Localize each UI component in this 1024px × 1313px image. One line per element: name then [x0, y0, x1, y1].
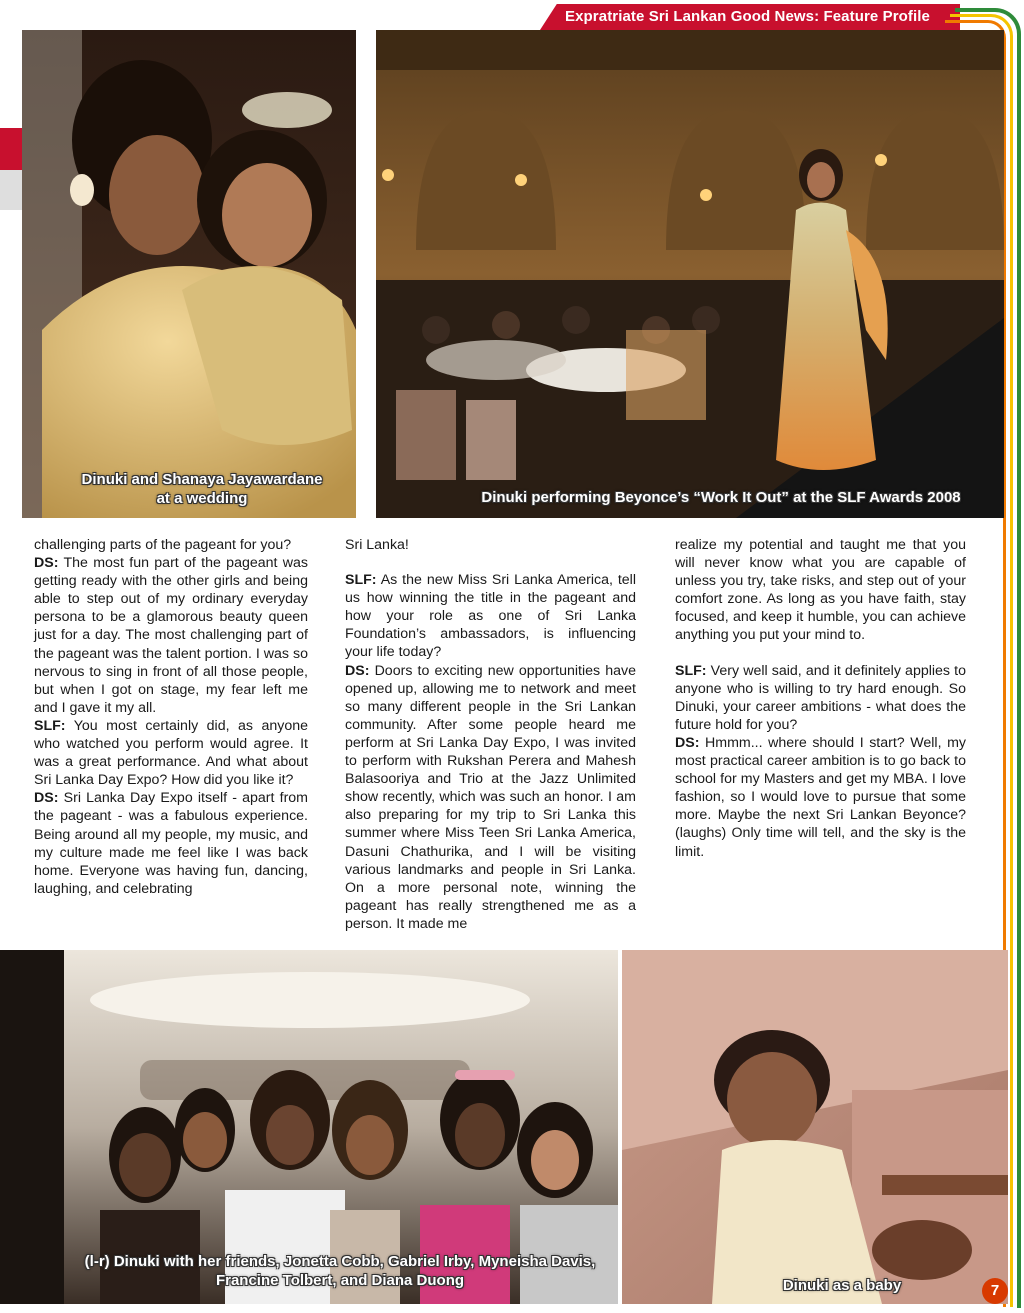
paragraph: SLF: As the new Miss Sri Lanka America, tell us how winning the title in the pageant and how your role as one of Sri Lanka Foundation’s ambassadors, is influencing your life today? — [345, 572, 636, 661]
caption-baby: Dinuki as a baby — [782, 1277, 902, 1294]
paragraph: SLF: Very well said, and it definitely applies to anyone who is willing to try hard enough. So Dinuki, your career ambitions - what does the future hold for you? — [675, 662, 966, 733]
article-column-2 — [345, 536, 636, 933]
photo-friends — [0, 950, 618, 1304]
paragraph: DS: Doors to exciting new opportunities have opened up, allowing me to network and meet so many different people in the Sri Lankan community. After some people heard me perform at Sri Lanka Day Expo, I was invited to perform with Rukshan Perera and Mahesh Balasooriya and Trio at the Jazz Unlimited show recently, which was such an honor. I am also preparing for my trip to Sri Lanka this summer where Miss Teen Sri Lanka America, Dasuni Chathurika, and I will be visiting various landmarks and people in Sri Lanka. On a more personal note, winning the pageant has really strengthened me as a person. It made me — [345, 662, 636, 932]
paragraph: DS: Sri Lanka Day Expo itself - apart from the pageant - was a fabulous experience. Being around all my people, my music, and my culture made me feel like I was back home. Everyone was having fun, dancing, laughing, and celebrating — [34, 790, 309, 897]
article-column-3 — [675, 536, 966, 861]
photo-baby — [622, 950, 1008, 1304]
page-title: Expratriate Sri Lankan Good News: Feature Profile — [565, 8, 930, 25]
article-column-1 — [34, 536, 308, 898]
caption-friends: (l-r) Dinuki with her friends, Jonetta Cobb, Gabriel Irby, Myneisha Davis, Francine Tolbert, and Diana Duong — [84, 1253, 596, 1289]
caption-wedding: Dinuki and Shanaya Jayawardane at a wedding — [81, 471, 323, 507]
photo-wedding — [22, 30, 356, 518]
caption-performance: Dinuki performing Beyonce’s “Work It Out” at the SLF Awards 2008 — [481, 489, 961, 506]
paragraph: Sri Lanka! — [345, 537, 409, 553]
paragraph: DS: The most fun part of the pageant was getting ready with the other girls and being able to step out of my ordinary everyday persona to be a glamorous beauty queen just for a day. The most challenging part of the pageant was the talent portion. I was so nervous to sing in front of all those people, but when I got on stage, my fear left me and I gave it my all. — [34, 555, 308, 716]
header-strip — [0, 0, 1024, 30]
paragraph: realize my potential and taught me that you will never know what you are capable of unless you try, take risks, and step out of your comfort zone. As long as you have faith, stay focused, and keep it humble, you can achieve anything you put your mind to. — [675, 537, 966, 644]
left-accent-bars — [0, 128, 22, 208]
page-number: 7 — [982, 1278, 1008, 1304]
paragraph: challenging parts of the pageant for you? — [34, 537, 292, 553]
photo-performance — [376, 30, 1004, 518]
paragraph: SLF: You most certainly did, as anyone who watched you perform would agree. It was a great performance. And what about Sri Lanka Day Expo? How did you like it? — [34, 717, 308, 789]
paragraph: DS: Hmmm... where should I start? Well, my most practical career ambition is to go back to school for my Masters and get my MBA. I love fashion, so I would love to pursue that some more. Maybe the next Sri Lankan Beyonce? (laughs) Only time will tell, and the sky is the limit. — [675, 734, 966, 860]
